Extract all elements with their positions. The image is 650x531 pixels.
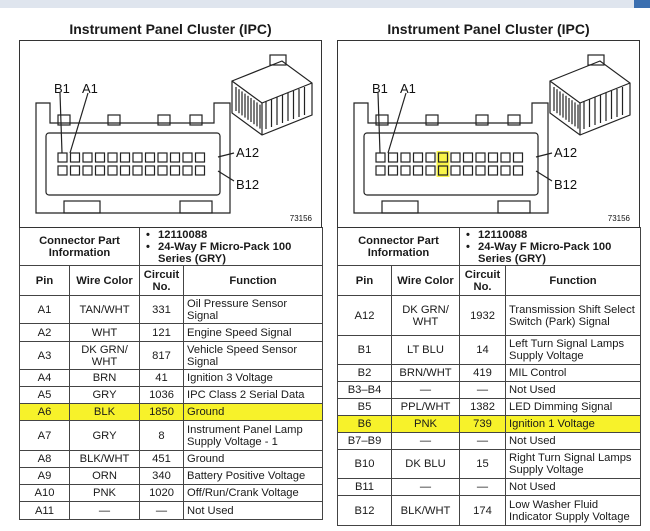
connector-info-row [338, 228, 641, 266]
wire-color-cell: BRN [70, 370, 140, 387]
pin-cavity [389, 166, 398, 175]
pin-cavity [376, 153, 385, 162]
panel-title: Instrument Panel Cluster (IPC) [387, 21, 590, 37]
table-row [20, 451, 323, 468]
pin-cavity [121, 166, 130, 175]
function-cell: Ground [184, 404, 323, 421]
function-cell: Off/Run/Crank Voltage [184, 485, 323, 502]
part-description: • 24-Way F Micro-Pack 100 Series (GRY) [466, 241, 637, 265]
connector-latch [64, 201, 100, 213]
pin-cavity [464, 153, 473, 162]
wire-color-cell: DK BLU [392, 450, 460, 479]
header-circuit-no: Circuit No. [140, 266, 184, 296]
wire-color-cell: — [392, 479, 460, 496]
connector-label: Connector Part Information [20, 228, 140, 266]
wire-color-cell: GRY [70, 421, 140, 451]
pin-cell: A10 [20, 485, 70, 502]
circuit-cell: — [460, 479, 506, 496]
pin-cavity [514, 166, 523, 175]
connector-label: Connector Part Information [338, 228, 460, 266]
wire-color-cell: TAN/WHT [70, 296, 140, 324]
pin-cell: B1 [338, 336, 392, 365]
label-a12: A12 [554, 145, 578, 160]
pin-cavity [414, 153, 423, 162]
connector-drawing [20, 41, 321, 227]
pin-cell: A9 [20, 468, 70, 485]
function-cell: Low Washer Fluid Indicator Supply Voltage [506, 496, 641, 526]
wire-color-cell: DK GRN/ WHT [392, 296, 460, 336]
window-corner-accent [634, 0, 650, 8]
header-pin: Pin [338, 266, 392, 296]
wire-color-cell: — [70, 502, 140, 520]
circuit-cell: 121 [140, 324, 184, 342]
pin-cell: A1 [20, 296, 70, 324]
pin-cavity [401, 153, 410, 162]
pin-cavity [58, 166, 67, 175]
pin-cavity [158, 166, 167, 175]
connector-drawing [338, 41, 639, 227]
pin-cavity [501, 166, 510, 175]
function-cell: Ground [184, 451, 323, 468]
circuit-cell: 340 [140, 468, 184, 485]
pin-cell: A11 [20, 502, 70, 520]
pin-cavity [464, 166, 473, 175]
pin-cavity [514, 153, 523, 162]
left-panel [19, 18, 322, 520]
connector-diagram [337, 40, 640, 228]
pin-cell: B12 [338, 496, 392, 526]
window-top-bar [0, 0, 650, 8]
wire-color-cell: ORN [70, 468, 140, 485]
pin-cavity [146, 153, 155, 162]
circuit-cell: — [460, 433, 506, 450]
circuit-cell: 1932 [460, 296, 506, 336]
table-row [20, 421, 323, 451]
pin-cavity [171, 166, 180, 175]
label-b1: B1 [54, 81, 70, 96]
table-row [338, 365, 641, 382]
pin-cavity [476, 166, 485, 175]
label-a1: A1 [400, 81, 416, 96]
circuit-cell: — [140, 502, 184, 520]
header-circuit-no: Circuit No. [460, 266, 506, 296]
table-row [20, 296, 323, 324]
circuit-cell: 1850 [140, 404, 184, 421]
figure-number: 73156 [607, 214, 630, 223]
circuit-cell: 817 [140, 342, 184, 370]
pin-cell: A5 [20, 387, 70, 404]
table-row [338, 479, 641, 496]
function-cell: Not Used [506, 382, 641, 399]
function-cell: Transmission Shift Select Switch (Park) Signal [506, 296, 641, 336]
wire-color-cell: BRN/WHT [392, 365, 460, 382]
connector-latch [180, 201, 212, 213]
wire-color-cell: — [392, 382, 460, 399]
pin-cavity [426, 166, 435, 175]
pin-cavity [414, 166, 423, 175]
wire-color-cell: PNK [70, 485, 140, 502]
connector-diagram [19, 40, 322, 228]
function-cell: Engine Speed Signal [184, 324, 323, 342]
connector-info-row [20, 228, 323, 266]
table-row [338, 399, 641, 416]
function-cell: Not Used [184, 502, 323, 520]
wire-color-cell: DK GRN/ WHT [70, 342, 140, 370]
pin-cavity [196, 166, 205, 175]
label-b12: B12 [554, 177, 578, 192]
part-number: • 12110088 [146, 229, 319, 241]
part-number: • 12110088 [466, 229, 637, 241]
table-row [338, 416, 641, 433]
table-row [20, 342, 323, 370]
pin-cavity [489, 166, 498, 175]
connector-face [46, 133, 220, 195]
circuit-cell: 1382 [460, 399, 506, 416]
pin-cell: A12 [338, 296, 392, 336]
pin-cavity [146, 166, 155, 175]
circuit-cell: 419 [460, 365, 506, 382]
table-header-row [20, 266, 323, 296]
table-row [20, 387, 323, 404]
pin-cavity [476, 153, 485, 162]
pin-cavity [451, 166, 460, 175]
pin-cavity [108, 153, 117, 162]
wire-color-cell: LT BLU [392, 336, 460, 365]
label-a1: A1 [82, 81, 98, 96]
wire-color-cell: BLK [70, 404, 140, 421]
function-cell: Ignition 3 Voltage [184, 370, 323, 387]
wire-color-cell: BLK/WHT [392, 496, 460, 526]
pin-cavity [133, 153, 142, 162]
pin-cavity [71, 166, 80, 175]
pin-cavity [451, 153, 460, 162]
label-b12: B12 [236, 177, 260, 192]
pin-cavity [171, 153, 180, 162]
wire-color-cell: WHT [70, 324, 140, 342]
table-row [338, 433, 641, 450]
label-a12: A12 [236, 145, 260, 160]
function-cell: LED Dimming Signal [506, 399, 641, 416]
circuit-cell: — [460, 382, 506, 399]
table-row [20, 502, 323, 520]
function-cell: Left Turn Signal Lamps Supply Voltage [506, 336, 641, 365]
pin-cell: B2 [338, 365, 392, 382]
header-pin: Pin [20, 266, 70, 296]
pin-cell: B7–B9 [338, 433, 392, 450]
connector-illustration [550, 55, 630, 135]
pin-cell: A2 [20, 324, 70, 342]
wire-color-cell: PNK [392, 416, 460, 433]
pin-cavity [196, 153, 205, 162]
table-row [20, 324, 323, 342]
function-cell: Battery Positive Voltage [184, 468, 323, 485]
header-function: Function [184, 266, 323, 296]
circuit-cell: 1020 [140, 485, 184, 502]
wire-color-cell: — [392, 433, 460, 450]
function-cell: IPC Class 2 Serial Data [184, 387, 323, 404]
function-cell: Vehicle Speed Sensor Signal [184, 342, 323, 370]
pin-cavity [71, 153, 80, 162]
table-row [20, 404, 323, 421]
table-row [338, 336, 641, 365]
table-row [338, 450, 641, 479]
table-row [20, 485, 323, 502]
connector-details [140, 228, 323, 266]
pin-cavity [96, 153, 105, 162]
pin-cavity [108, 166, 117, 175]
pin-cavity [183, 166, 192, 175]
pin-cavity [96, 166, 105, 175]
label-b1: B1 [372, 81, 388, 96]
connector-illustration [232, 55, 312, 135]
header-wire-color: Wire Color [392, 266, 460, 296]
function-cell: Oil Pressure Sensor Signal [184, 296, 323, 324]
connector-latch [498, 201, 530, 213]
pin-cell: B5 [338, 399, 392, 416]
pin-cell: B10 [338, 450, 392, 479]
wire-color-cell: BLK/WHT [70, 451, 140, 468]
circuit-cell: 14 [460, 336, 506, 365]
pin-cell: A6 [20, 404, 70, 421]
pin-table [337, 227, 641, 526]
function-cell: Instrument Panel Lamp Supply Voltage - 1 [184, 421, 323, 451]
pin-cavity [501, 153, 510, 162]
part-description: • 24-Way F Micro-Pack 100 Series (GRY) [146, 241, 319, 265]
connector-details [460, 228, 641, 266]
table-row [338, 382, 641, 399]
circuit-cell: 41 [140, 370, 184, 387]
pin-cell: A8 [20, 451, 70, 468]
panel-title: Instrument Panel Cluster (IPC) [69, 21, 272, 37]
header-wire-color: Wire Color [70, 266, 140, 296]
pin-cell: B6 [338, 416, 392, 433]
pin-cavity [83, 153, 92, 162]
pin-cell: A7 [20, 421, 70, 451]
table-header-row [338, 266, 641, 296]
circuit-cell: 174 [460, 496, 506, 526]
wire-color-cell: GRY [70, 387, 140, 404]
circuit-cell: 331 [140, 296, 184, 324]
right-panel [337, 18, 640, 526]
pin-cavity [389, 153, 398, 162]
function-cell: Not Used [506, 433, 641, 450]
circuit-cell: 1036 [140, 387, 184, 404]
function-cell: Right Turn Signal Lamps Supply Voltage [506, 450, 641, 479]
function-cell: Not Used [506, 479, 641, 496]
pin-table [19, 227, 323, 520]
pin-cavity [83, 166, 92, 175]
connector-latch [382, 201, 418, 213]
pin-cavity [158, 153, 167, 162]
pin-cell: B3–B4 [338, 382, 392, 399]
function-cell: Ignition 1 Voltage [506, 416, 641, 433]
pin-cavity [133, 166, 142, 175]
pin-cavity [489, 153, 498, 162]
pin-cavity [376, 166, 385, 175]
pin-cavity [121, 153, 130, 162]
wire-color-cell: PPL/WHT [392, 399, 460, 416]
table-row [338, 496, 641, 526]
table-row [20, 468, 323, 485]
figure-number: 73156 [289, 214, 312, 223]
connector-face [364, 133, 538, 195]
circuit-cell: 15 [460, 450, 506, 479]
header-function: Function [506, 266, 641, 296]
pin-cell: B11 [338, 479, 392, 496]
pin-cell: A3 [20, 342, 70, 370]
table-row [20, 370, 323, 387]
pin-cell: A4 [20, 370, 70, 387]
circuit-cell: 451 [140, 451, 184, 468]
table-row [338, 296, 641, 336]
circuit-cell: 739 [460, 416, 506, 433]
function-cell: MIL Control [506, 365, 641, 382]
pin-cavity [426, 153, 435, 162]
pin-cavity [183, 153, 192, 162]
pin-cavity [58, 153, 67, 162]
pin-cavity [401, 166, 410, 175]
circuit-cell: 8 [140, 421, 184, 451]
